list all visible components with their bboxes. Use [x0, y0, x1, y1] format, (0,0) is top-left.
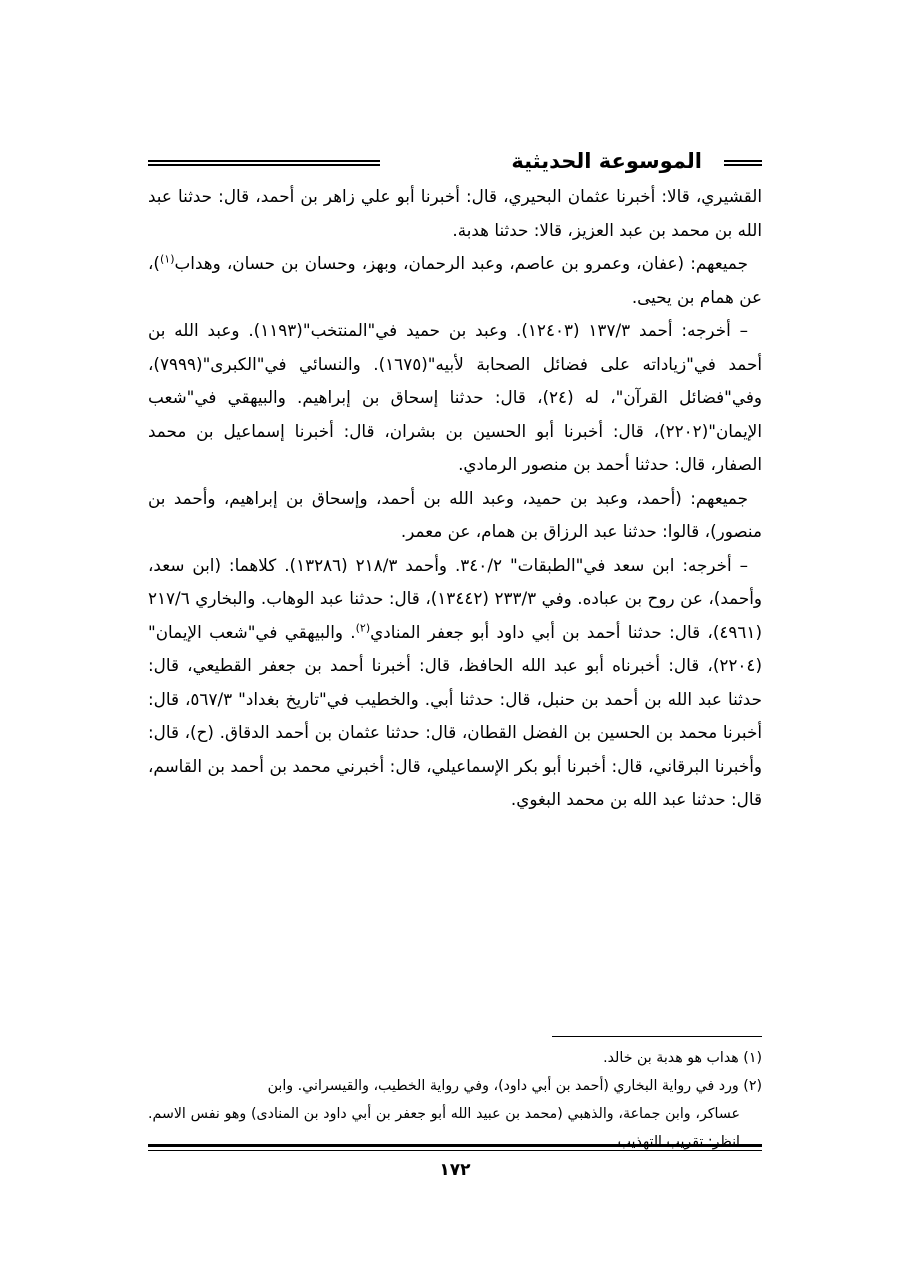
- paragraph-4: جميعهم: (أحمد، وعبد بن حميد، وعبد الله بن أحمد، وإسحاق بن إبراهيم، وأحمد بن منصور)، قالوا: حدثنا عبد الرزاق بن همام، عن معمر.: [148, 487, 762, 541]
- paragraph-2: [148, 247, 762, 314]
- header-rule-right: [724, 160, 762, 166]
- paragraph-2-text: جميعهم: (عفان، وعمرو بن عاصم، وعبد الرحمان، وبهز، وحسان بن حسان، وهداب: [174, 253, 748, 273]
- footnotes: [148, 1044, 762, 1156]
- paragraph-5: [148, 549, 762, 817]
- footnote-separator: [552, 1036, 762, 1037]
- header-rule-left: [148, 160, 380, 166]
- header-title: الموسوعة الحديثية: [511, 149, 702, 173]
- paragraph-1: القشيري، قالا: أخبرنا عثمان البحيري، قال: أخبرنا أبو علي زاهر بن أحمد، قال: حدثنا عبد الله بن محمد بن عبد العزيز، قالا: حدثنا هدبة.: [148, 186, 762, 240]
- paragraph-2-text-end: )، عن همام بن يحيى.: [148, 253, 762, 307]
- paragraph-5-text-end: . والبيهقي في"شعب الإيمان"(٢٢٠٤)، قال: أخبرناه أبو عبد الله الحافظ، قال: أخبرنا أحمد بن جعفر القطيعي، قال: حدثنا عبد الله بن أحمد بن حنبل، قال: حدثنا أبي. والخطيب في"تاريخ بغداد" ٥٦٧/٣، قال: أخبرنا محمد بن الحسين بن الفضل القطان، قال: حدثنا عثمان بن أحمد الدقاق. (ح)، قال: وأخبرنا البرقاني، قال: أخبرنا أبو بكر الإسماعيلي، قال: أخبرني محمد بن أحمد بن القاسم، قال: حدثنا عبد الله بن محمد البغوي.: [148, 621, 762, 809]
- bottom-rule-thick: [148, 1144, 762, 1147]
- footnote-ref-1[interactable]: (١): [159, 252, 175, 266]
- footnote-ref-2[interactable]: (٢): [355, 620, 371, 634]
- main-text: [148, 180, 762, 817]
- running-header: [148, 146, 762, 176]
- footnote-2-line-1: (٢) ورد في رواية البخاري (أحمد بن أبي داود)، وفي رواية الخطيب، والقيسراني. وابن: [267, 1078, 762, 1094]
- document-page: [148, 138, 762, 1243]
- footnote-1: (١) هداب هو هدبة بن خالد.: [603, 1050, 762, 1066]
- paragraph-3: – أخرجه: أحمد ١٣٧/٣ (١٢٤٠٣). وعبد بن حميد في"المنتخب"(١١٩٣). وعبد الله بن أحمد في"زياداته على فضائل الصحابة لأبيه"(١٦٧٥). والنسائي في"الكبرى"(٧٩٩٩)، وفي"فضائل القرآن"، له (٢٤)، قال: حدثنا إسحاق بن إبراهيم. والبيهقي في"شعب الإيمان"(٢٢٠٢)، قال: أخبرنا أبو الحسين بن بشران، قال: أخبرنا إسماعيل بن محمد الصفار، قال: حدثنا أحمد بن منصور الرمادي.: [148, 320, 762, 474]
- page-number: ١٧٢: [439, 1160, 471, 1180]
- bottom-rule-thin: [148, 1150, 762, 1151]
- paragraph-5-text: – أخرجه: ابن سعد في"الطبقات" ٣٤٠/٢. وأحمد ٢١٨/٣ (١٣٢٨٦). كلاهما: (ابن سعد، وأحمد)، عن روح بن عباده. وفي ٢٣٣/٣ (١٣٤٤٢)، قال: حدثنا عبد الوهاب. والبخاري ٢١٧/٦ (٤٩٦١)، قال: حدثنا أحمد بن أبي داود أبو جعفر المنادي: [148, 554, 762, 642]
- footnote-2-continuation: عساكر، وابن جماعة، والذهبي (محمد بن عبيد الله أبو جعفر بن أبي داود بن المنادى) وهو نفس الاسم. انظر: تقريب التهذيب.: [148, 1106, 740, 1150]
